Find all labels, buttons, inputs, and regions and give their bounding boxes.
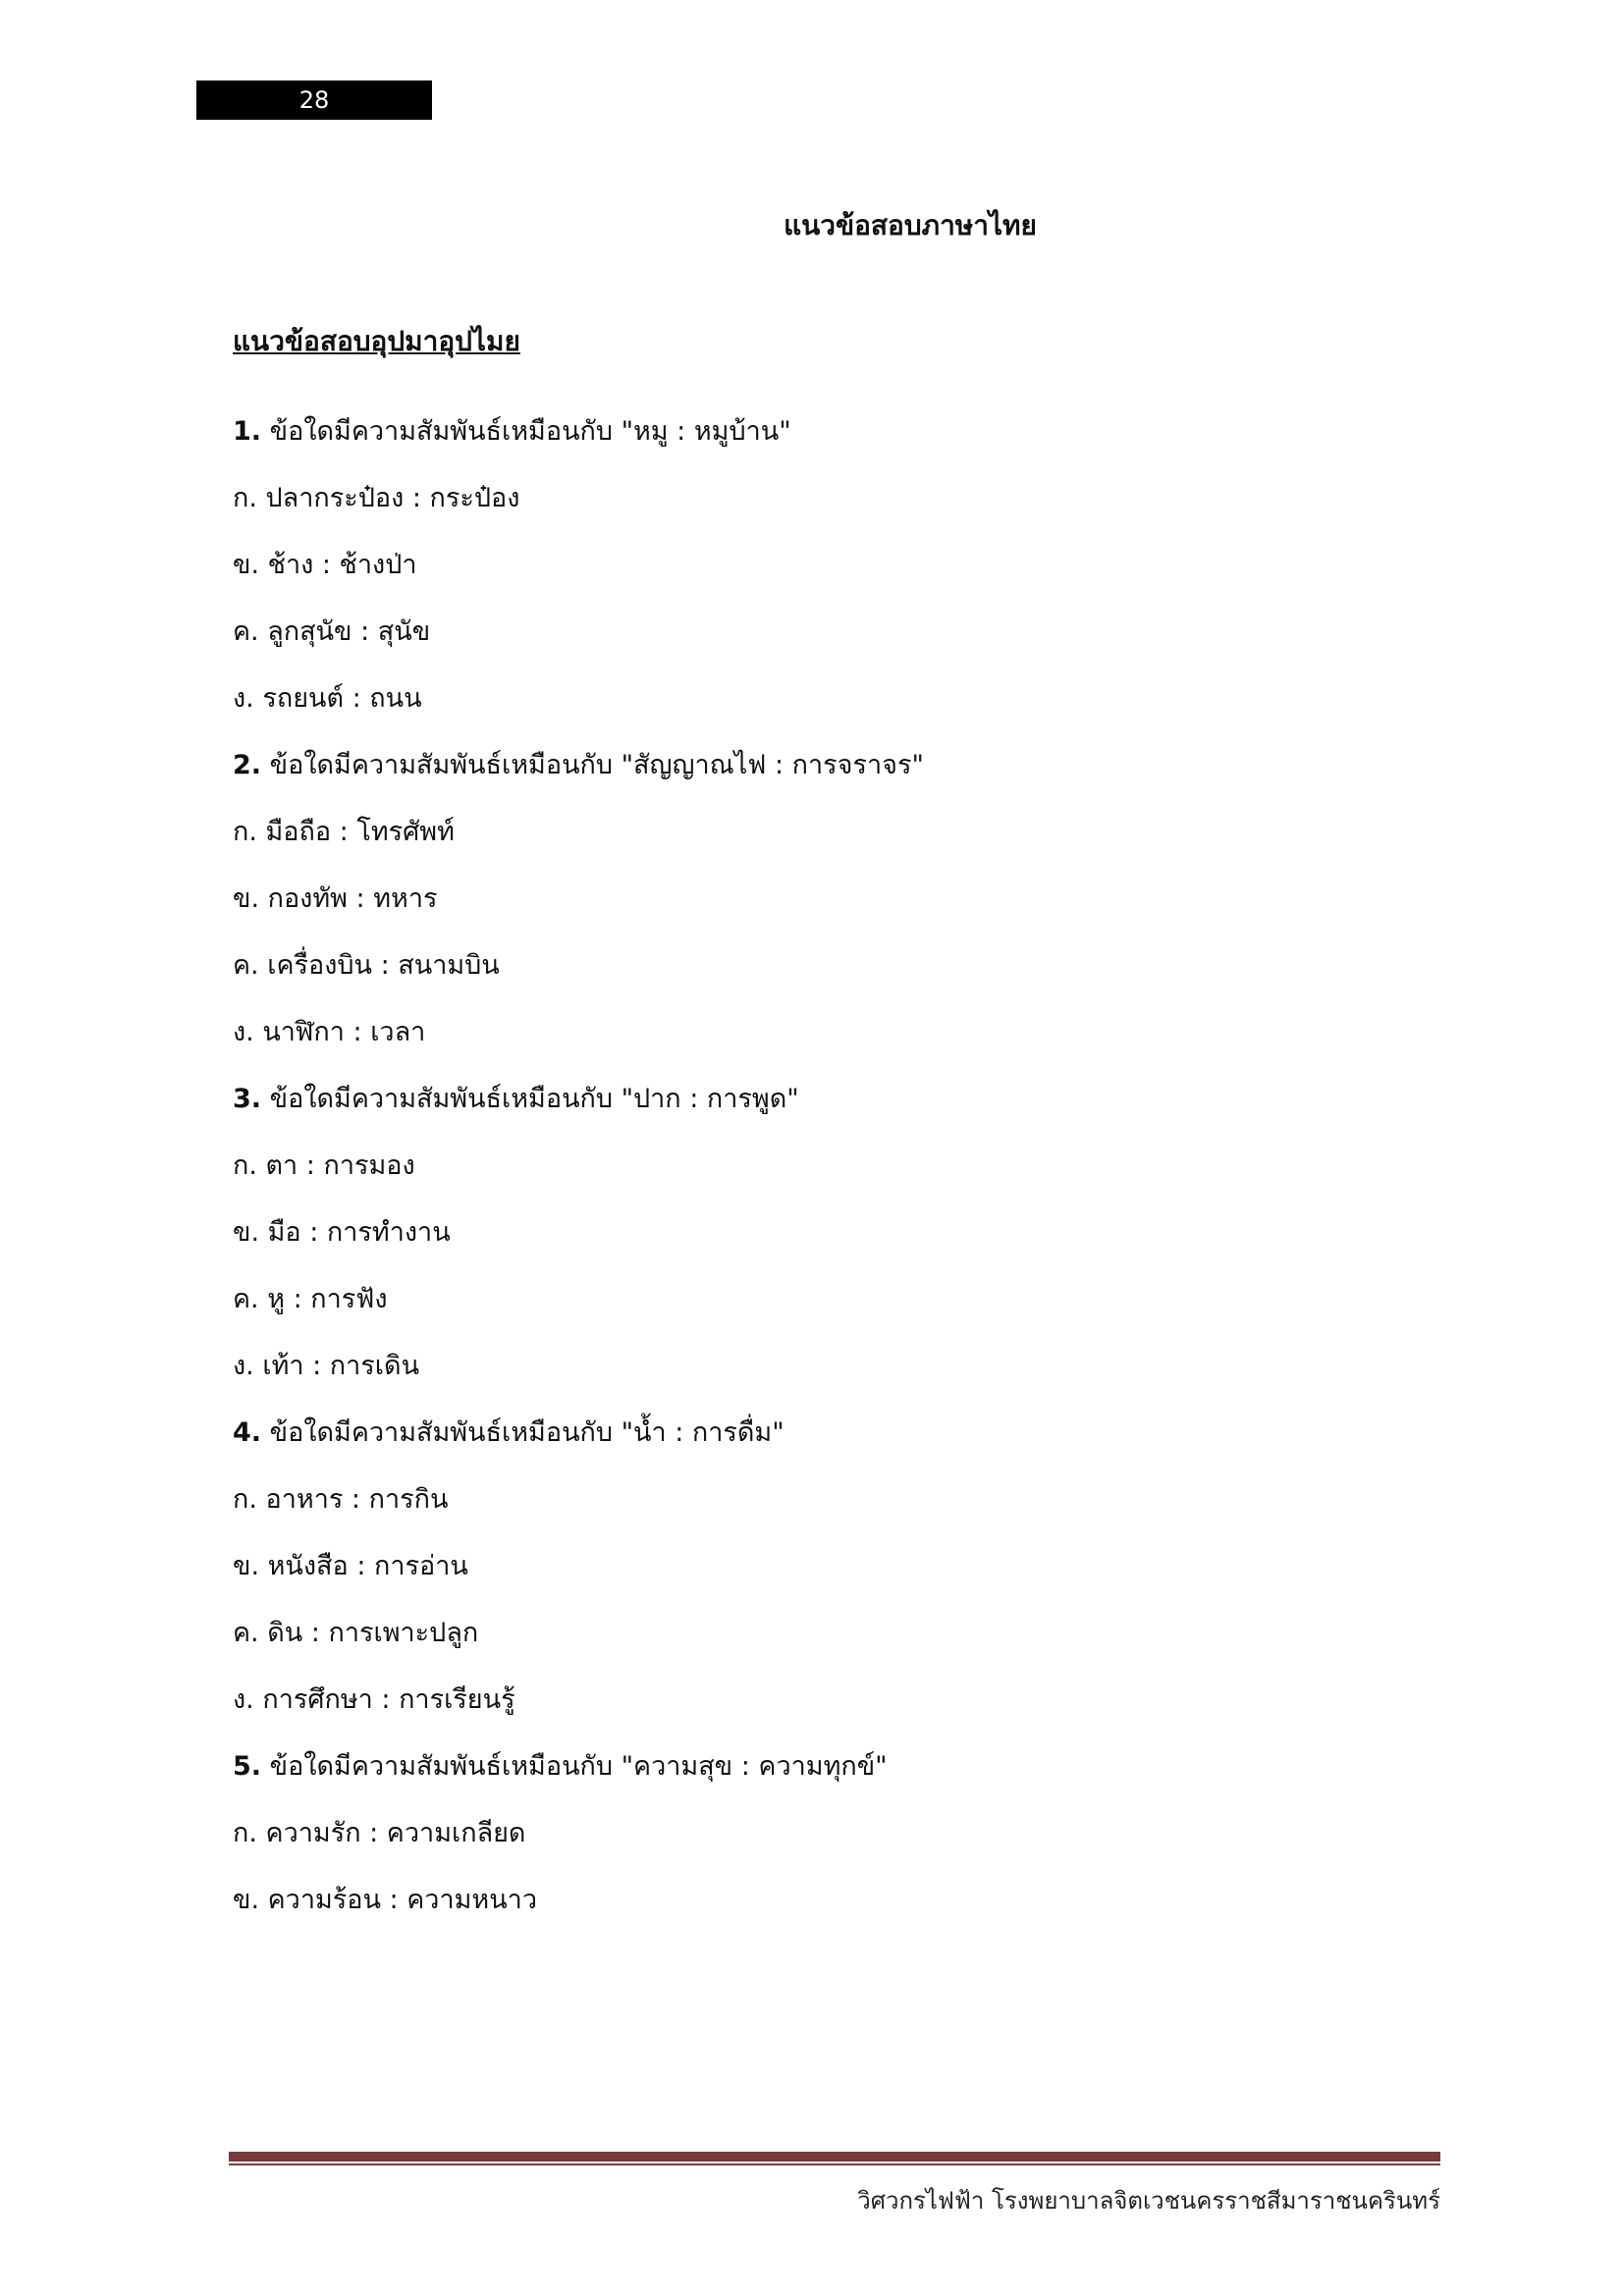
question-5 xyxy=(233,1747,1431,1920)
page-number: 28 xyxy=(298,86,330,114)
question-number: 5. xyxy=(233,1751,262,1782)
option-c: ค. ลูกสุนัข : สุนัข xyxy=(233,616,431,647)
option-a: ก. ตา : การมอง xyxy=(233,1150,415,1181)
option-d: ง. การศึกษา : การเรียนรู้ xyxy=(233,1684,515,1715)
option-a: ก. ความรัก : ความเกลียด xyxy=(233,1818,526,1848)
question-3 xyxy=(233,1080,1431,1386)
question-number: 4. xyxy=(233,1417,262,1448)
option-b: ข. ความร้อน : ความหนาว xyxy=(233,1885,537,1915)
option-d: ง. นาฬิกา : เวลา xyxy=(233,1017,426,1047)
option-b: ข. กองทัพ : ทหาร xyxy=(233,883,438,914)
footer-text: วิศวกรไฟฟ้า โรงพยาบาลจิตเวชนครราชสีมาราชนครินทร์ xyxy=(857,2187,1440,2215)
footer-divider xyxy=(229,2152,1440,2162)
section-title: แนวข้อสอบอุปมาอุปไมย xyxy=(233,325,520,357)
option-c: ค. ดิน : การเพาะปลูก xyxy=(233,1618,479,1648)
option-b: ข. ช้าง : ช้างป่า xyxy=(233,550,417,580)
option-b: ข. มือ : การทำงาน xyxy=(233,1217,451,1248)
question-text: ข้อใดมีความสัมพันธ์เหมือนกับ "หมู : หมูบ้าน" xyxy=(269,416,791,447)
page-number-box xyxy=(196,80,432,120)
question-list xyxy=(233,412,1431,1948)
question-stem xyxy=(233,746,1431,785)
question-text: ข้อใดมีความสัมพันธ์เหมือนกับ "สัญญาณไฟ : การจราจร" xyxy=(269,750,924,780)
option-b: ข. หนังสือ : การอ่าน xyxy=(233,1551,468,1581)
question-text: ข้อใดมีความสัมพันธ์เหมือนกับ "น้ำ : การดื่ม" xyxy=(269,1417,785,1448)
question-text: ข้อใดมีความสัมพันธ์เหมือนกับ "ปาก : การพูด" xyxy=(269,1084,799,1114)
question-1 xyxy=(233,412,1431,719)
question-stem xyxy=(233,412,1431,452)
document-title: แนวข้อสอบภาษาไทย xyxy=(784,209,1037,241)
question-stem xyxy=(233,1414,1431,1453)
option-d: ง. เท้า : การเดิน xyxy=(233,1351,420,1381)
option-d: ง. รถยนต์ : ถนน xyxy=(233,683,422,714)
question-2 xyxy=(233,746,1431,1052)
option-a: ก. มือถือ : โทรศัพท์ xyxy=(233,817,455,847)
question-stem xyxy=(233,1080,1431,1119)
question-number: 3. xyxy=(233,1084,262,1114)
option-c: ค. หู : การฟัง xyxy=(233,1284,388,1314)
question-4 xyxy=(233,1414,1431,1720)
option-c: ค. เครื่องบิน : สนามบิน xyxy=(233,950,500,981)
option-a: ก. ปลากระป๋อง : กระป๋อง xyxy=(233,483,520,513)
question-number: 2. xyxy=(233,750,262,780)
question-number: 1. xyxy=(233,416,262,447)
question-stem xyxy=(233,1747,1431,1787)
option-a: ก. อาหาร : การกิน xyxy=(233,1484,449,1515)
question-text: ข้อใดมีความสัมพันธ์เหมือนกับ "ความสุข : ความทุกข์" xyxy=(269,1751,888,1782)
